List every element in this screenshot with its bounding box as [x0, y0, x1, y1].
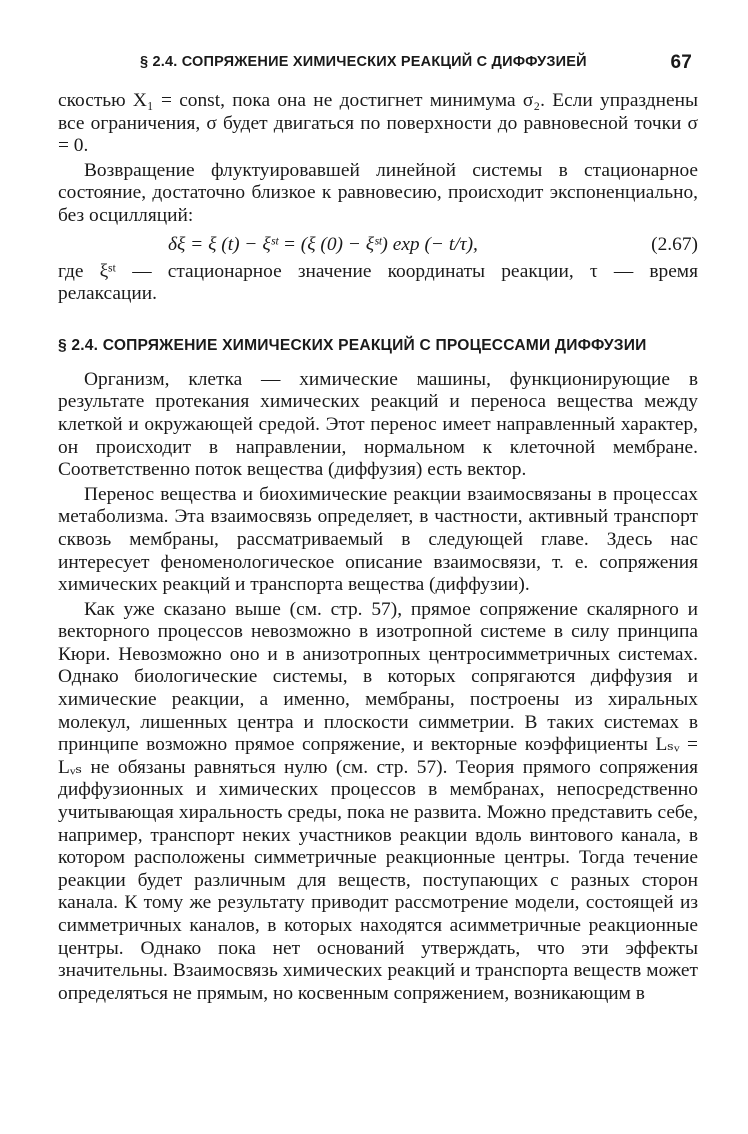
- equation-body: δξ = ξ (t) − ξˢᵗ = (ξ (0) − ξˢᵗ) exp (− t/τ),: [168, 233, 478, 255]
- running-head-title: § 2.4. СОПРЯЖЕНИЕ ХИМИЧЕСКИХ РЕАКЦИЙ С ДИФФУЗИЕЙ: [140, 54, 587, 70]
- paragraph-relaxation-intro: Возвращение флуктуировавшей линейной системы в стационарное состояние, достаточно близкое к равновесию, происходит экспоненциально, без осцилляций:: [58, 159, 698, 226]
- equation-number: (2.67): [651, 233, 698, 255]
- paragraph-coupling: Как уже сказано выше (см. стр. 57), прямое сопряжение скалярного и векторного процессов невозможно в изотропной системе в силу принципа Кюри. Невозможно оно и в анизотропных центросимметричных системах. Однако биологические системы, в которых сопрягаются диффузия и химические реакции, а именно, мембраны, построены из хиральных молекул, лишенных центра и плоскости симметрии. В таких системах в принципе возможно прямое сопряжение, и векторные коэффициенты Lₛᵥ = Lᵥₛ не обязаны равняться нулю (см. стр. 57). Теория прямого сопряжения диффузионных и химических процессов в мембранах, непосредственно учитывающая хиральность среды, пока не развита. Можно представить себе, например, транспорт неких участников реакции вдоль винтового канала, в котором расположены симметричные реакционные центры. Тогда течение реакции будет различным для веществ, поступающих с разных сторон канала. К тому же результату приводит рассмотрение модели, состоящей из симметричных каналов, в которых находятся асимметричные реакционные центры. Однако пока нет оснований утверждать, что эти эффекты значительны. Взаимосвязь химических реакций и транспорта веществ может определяться не прямым, но косвенным сопряжением, возникающим в: [58, 598, 698, 1004]
- running-head: [58, 52, 698, 76]
- paragraph-metabolism: Перенос вещества и биохимические реакции взаимосвязаны в процессах метаболизма. Эта взаимосвязь определяет, в частности, активный транспорт сквозь мембраны, рассматриваемый в следующей главе. Здесь нас интересует феноменологическое описание взаимосвязи, т. е. сопряжения химических реакций и транспорта вещества (диффузии).: [58, 483, 698, 596]
- paragraph-equation-explanation: где ξˢᵗ — стационарное значение координаты реакции, τ — время релаксации.: [58, 260, 698, 305]
- section-heading: § 2.4. СОПРЯЖЕНИЕ ХИМИЧЕСКИХ РЕАКЦИЙ С ПРОЦЕССАМИ ДИФФУЗИИ: [58, 336, 647, 354]
- paragraph-organism: Организм, клетка — химические машины, функционирующие в результате протекания химических реакций и переноса вещества между клеткой и окружающей средой. Этот перенос имеет направленный характер, он происходит в направлении, нормальном к клеточной мембране. Соответственно поток вещества (диффузия) есть вектор.: [58, 368, 698, 481]
- page-number: 67: [670, 52, 692, 73]
- paragraph-continued: скостью X₁ = const, пока она не достигнет минимума σ₂. Если упразднены все ограничения, σ будет двигаться по поверхности до равновесной точки σ = 0.: [58, 90, 698, 157]
- equation-2-67: [58, 228, 698, 261]
